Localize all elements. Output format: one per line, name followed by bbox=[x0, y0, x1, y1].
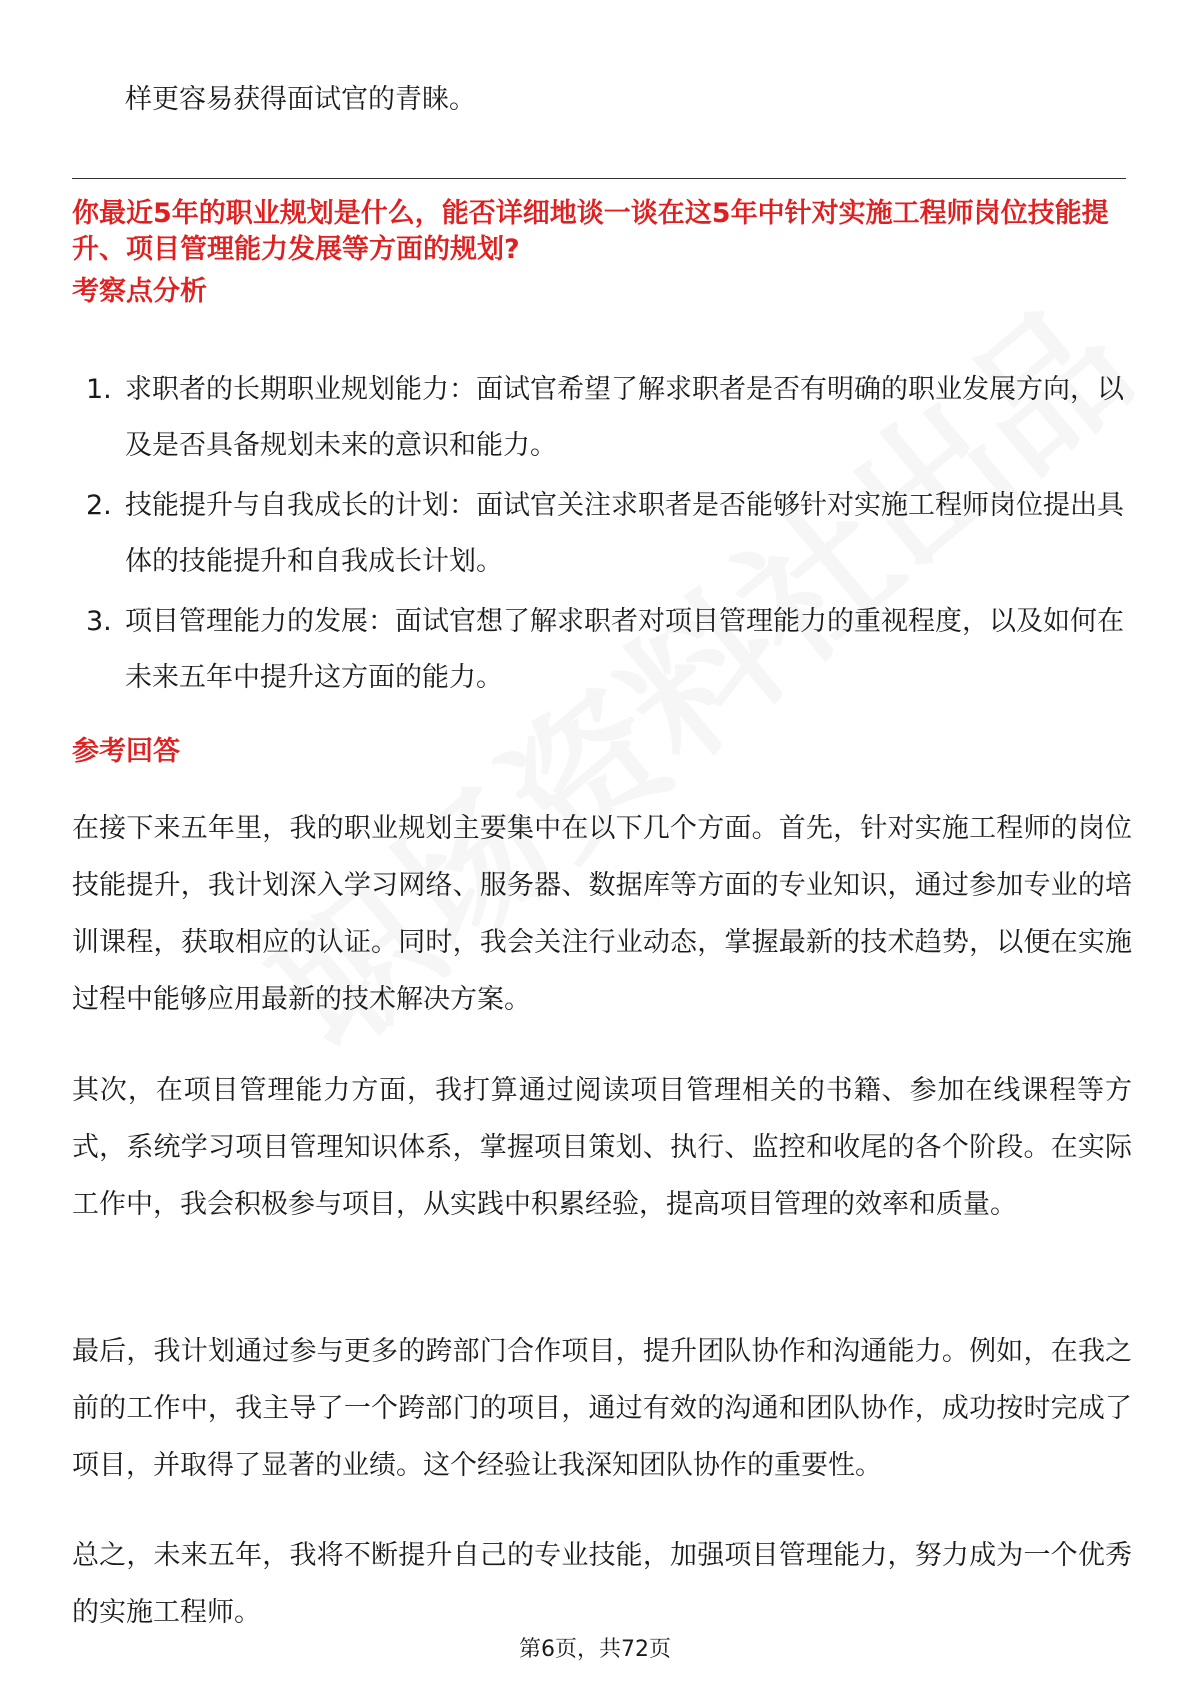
list-item-number: 2. bbox=[86, 490, 112, 521]
answer-paragraph: 在接下来五年里，我的职业规划主要集中在以下几个方面。首先，针对实施工程师的岗位技能提升，我计划深入学习网络、服务器、数据库等方面的专业知识，通过参加专业的培训课程，获取相应的认证。同时，我会关注行业动态，掌握最新的技术趋势，以便在实施过程中能够应用最新的技术解决方案。 bbox=[72, 813, 1132, 1015]
list-item-number: 1. bbox=[86, 374, 112, 405]
list-item-number: 3. bbox=[86, 606, 112, 637]
list-item-text: 项目管理能力的发展：面试官想了解求职者对项目管理能力的重视程度，以及如何在未来五年中提升这方面的能力。 bbox=[125, 606, 1124, 693]
list-item bbox=[72, 478, 1132, 590]
list-item-text: 求职者的长期职业规划能力：面试官希望了解求职者是否有明确的职业发展方向，以及是否具备规划未来的意识和能力。 bbox=[125, 374, 1124, 461]
answer-paragraph: 总之，未来五年，我将不断提升自己的专业技能，加强项目管理能力，努力成为一个优秀的实施工程师。 bbox=[72, 1540, 1132, 1628]
list-item bbox=[72, 594, 1132, 706]
analysis-title: 考察点分析 bbox=[72, 276, 207, 307]
list-item bbox=[72, 362, 1132, 474]
answer-paragraph: 最后，我计划通过参与更多的跨部门合作项目，提升团队协作和沟通能力。例如，在我之前的工作中，我主导了一个跨部门的项目，通过有效的沟通和团队协作，成功按时完成了项目，并取得了显著的业绩。这个经验让我深知团队协作的重要性。 bbox=[72, 1336, 1132, 1481]
question-heading: 你最近5年的职业规划是什么，能否详细地谈一谈在这5年中针对实施工程师岗位技能提升、项目管理能力发展等方面的规划? bbox=[72, 198, 1109, 265]
page-footer: 第6页，共72页 bbox=[519, 1637, 671, 1662]
analysis-list bbox=[72, 362, 1132, 710]
list-item-text: 技能提升与自我成长的计划：面试官关注求职者是否能够针对实施工程师岗位提出具体的技能提升和自我成长计划。 bbox=[125, 490, 1124, 577]
continuation-text: 样更容易获得面试官的青睐。 bbox=[125, 84, 476, 115]
answer-paragraph: 其次，在项目管理能力方面，我打算通过阅读项目管理相关的书籍、参加在线课程等方式，系统学习项目管理知识体系，掌握项目策划、执行、监控和收尾的各个阶段。在实际工作中，我会积极参与项目，从实践中积累经验，提高项目管理的效率和质量。 bbox=[72, 1075, 1132, 1220]
reference-title: 参考回答 bbox=[72, 736, 180, 767]
section-divider bbox=[72, 178, 1126, 179]
